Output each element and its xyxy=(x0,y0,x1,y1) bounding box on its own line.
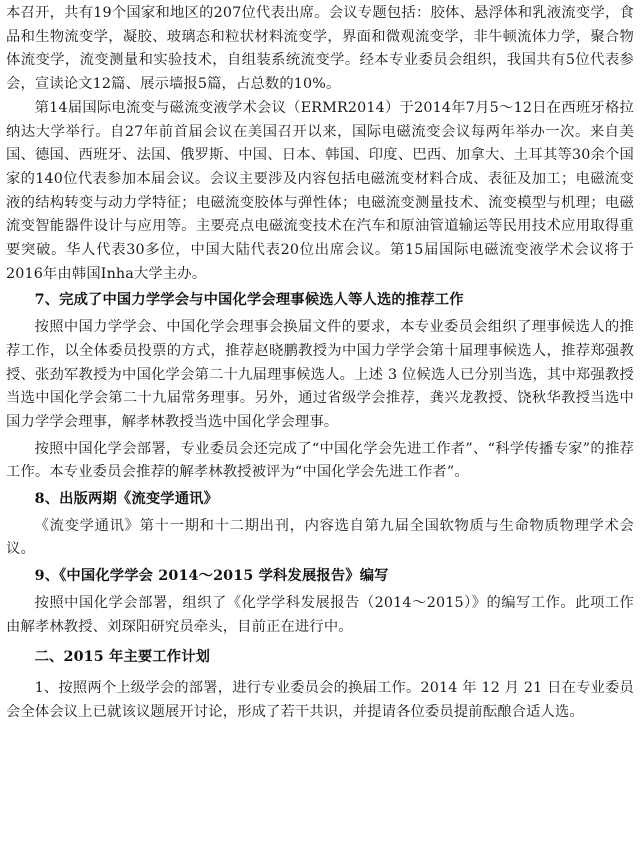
spacer xyxy=(6,670,634,677)
section-heading-9: 9、《中国化学学会 2014～2015 学科发展报告》编写 xyxy=(34,568,389,585)
paragraph-council-candidates: 按照中国力学学会、中国化学会理事会换届文件的要求，本专业委员会组织了理事候选人的推荐工作，以全体委员投票的方式，推荐赵晓鹏教授为中国力学学会第十届理事候选人，推荐郑强教授、张劲军教授为中国化学会第二十九届理事候选人。上述 3 位候选人已分别当选，其中郑强教授当选中国化学会第二十九届常务理事。另外，通过省级学会推荐，龚兴龙教授、饶秋华教授当选中国力学学会理事，解孝林教授当选中国化学会理事。 xyxy=(6,319,634,430)
paragraph-plan-item-1: 1、按照两个上级学会的部署，进行专业委员会的换届工作。2014 年 12 月 21 日在专业委员会全体会议上已就该议题展开讨论，形成了若干共识，并提请各位委员提前酝酿合适人选。 xyxy=(6,679,634,720)
paragraph-rheology-newsletter: 《流变学通讯》第十一期和十二期出刊，内容选自第九届全国软物质与生命物质物理学术会议。 xyxy=(6,517,634,558)
section-heading-8: 8、出版两期《流变学通讯》 xyxy=(34,491,219,508)
spacer xyxy=(6,639,634,646)
document-page xyxy=(6,2,634,724)
section-heading-2015-plan: 二、2015 年主要工作计划 xyxy=(34,649,211,666)
paragraph-ermr2014: 第14届国际电流变与磁流变液学术会议（ERMR2014）于2014年7月5～12日在西班牙格拉纳达大学举行。自27年前首届会议在美国召开以来，国际电磁流变会议每两年举办一次。来自美国、德国、西班牙、法国、俄罗斯、中国、日本、韩国、印度、巴西、加拿大、土耳其等30余个国家的140位代表参加本届会议。会议主要涉及内容包括电磁流变材料合成、表征及加工；电磁流变液的结构转变与动力学特征；电磁流变胶体与弹性体；电磁流变测量技术、流变模型与机理；电磁流变智能器件设计与应用等。主要亮点电磁流变技术在汽车和原油管道输运等民用技术应用取得重要突破。华人代表30多位，中国大陆代表20位出席会议。第15届国际电磁流变液学术会议将于2016年由韩国Inha大学主办。 xyxy=(6,99,634,282)
section-heading-7: 7、完成了中国力学学会与中国化学会理事候选人等人选的推荐工作 xyxy=(34,292,464,309)
paragraph-development-report: 按照中国化学会部署，组织了《化学学科发展报告（2014～2015）》的编写工作。此项工作由解孝林教授、刘琛阳研究员牵头，目前正在进行中。 xyxy=(6,594,634,635)
paragraph-advanced-workers: 按照中国化学会部署，专业委员会还完成了“中国化学会先进工作者”、“科学传播专家”的推荐工作。本专业委员会推荐的解孝林教授被评为“中国化学会先进工作者”。 xyxy=(6,440,634,481)
paragraph-conference-summary: 本召开，共有19个国家和地区的207位代表出席。会议专题包括：胶体、悬浮体和乳液流变学，食品和生物流变学，凝胶、玻璃态和粒状材料流变学，界面和微观流变学，非牛顿流体力学，聚合物体流变学，流变测量和实验技术，自组装系统流变学。经本专业委员会组织，我国共有5位代表参会，宣读论文12篇、展示墙报5篇，占总数的10%。 xyxy=(6,5,634,93)
